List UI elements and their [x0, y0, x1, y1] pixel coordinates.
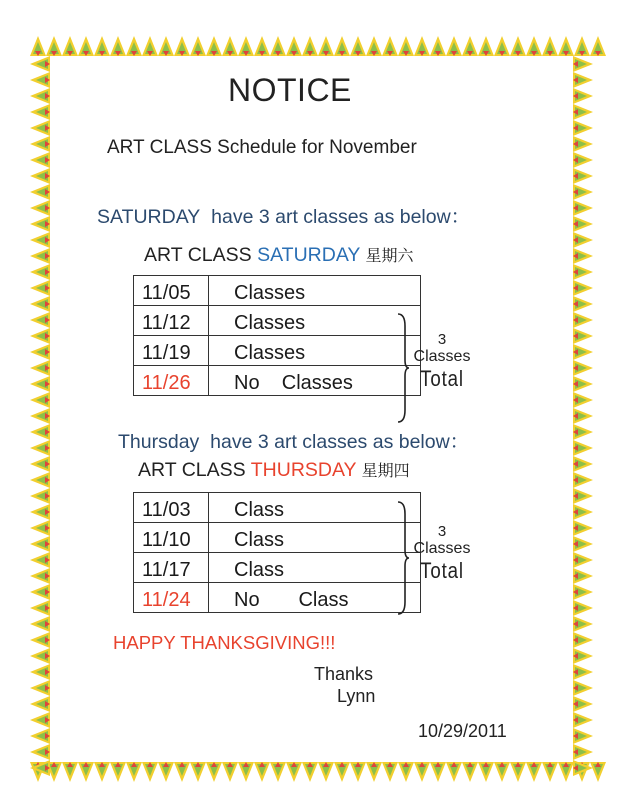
signoff-thanks: Thanks — [314, 664, 374, 684]
thursday-total-word: Classes — [413, 540, 471, 557]
thursday-header-day: THURSDAY — [250, 459, 357, 481]
saturday-header — [144, 243, 413, 267]
thursday-row — [134, 523, 421, 553]
thursday-total-number: 3 — [437, 523, 447, 540]
saturday-row — [134, 276, 421, 306]
saturday-date-cell: 11/05 — [134, 276, 209, 306]
saturday-total-word: Classes — [413, 348, 471, 365]
thursday-header-prefix: ART CLASS — [138, 459, 246, 481]
thursday-class-cell: Class — [209, 523, 421, 553]
thursday-class-cell: Class — [209, 553, 421, 583]
thursday-total-label: Total — [420, 558, 464, 583]
saturday-header-day: SATURDAY — [257, 244, 361, 266]
saturday-date-cell: 11/12 — [134, 306, 209, 336]
saturday-header-prefix: ART CLASS — [144, 244, 252, 266]
thursday-date-cell: 11/17 — [134, 553, 209, 583]
saturday-schedule-table — [133, 275, 421, 396]
saturday-row — [134, 336, 421, 366]
signoff-name: Lynn — [337, 686, 376, 706]
thursday-schedule-table — [133, 492, 421, 613]
saturday-total — [409, 331, 475, 392]
thursday-class-cell: No Class — [209, 583, 421, 613]
thursday-header — [138, 458, 410, 482]
saturday-intro-text: have 3 art classes as below： — [211, 206, 471, 228]
thursday-row — [134, 553, 421, 583]
saturday-total-number: 3 — [437, 331, 447, 348]
notice-date: 10/29/2011 — [418, 721, 507, 741]
saturday-class-cell: Classes — [209, 336, 421, 366]
saturday-row — [134, 306, 421, 336]
thanksgiving-greeting: HAPPY THANKSGIVING!!! — [113, 632, 336, 653]
saturday-intro-day: SATURDAY — [97, 206, 201, 228]
thursday-intro-text: have 3 art classes as below： — [210, 431, 470, 453]
saturday-header-cn: 星期六 — [365, 248, 414, 265]
thursday-total — [409, 523, 475, 584]
saturday-date-cell: 11/19 — [134, 336, 209, 366]
thursday-date-cell: 11/03 — [134, 493, 209, 523]
saturday-intro — [97, 201, 470, 229]
saturday-class-cell: No Classes — [209, 366, 421, 396]
thursday-date-cell: 11/10 — [134, 523, 209, 553]
saturday-brace — [396, 312, 410, 424]
saturday-row — [134, 366, 421, 396]
saturday-class-cell: Classes — [209, 306, 421, 336]
thursday-intro-day: Thursday — [118, 431, 200, 453]
saturday-total-label: Total — [420, 366, 464, 391]
thursday-header-cn: 星期四 — [361, 463, 410, 480]
thursday-row — [134, 493, 421, 523]
thursday-intro — [118, 426, 469, 454]
page-title: NOTICE — [228, 72, 352, 108]
thursday-row — [134, 583, 421, 613]
saturday-class-cell: Classes — [209, 276, 421, 306]
thursday-class-cell: Class — [209, 493, 421, 523]
schedule-subtitle: ART CLASS Schedule for November — [107, 137, 417, 158]
thursday-brace — [396, 500, 410, 616]
thursday-date-cell: 11/24 — [134, 583, 209, 613]
saturday-date-cell: 11/26 — [134, 366, 209, 396]
